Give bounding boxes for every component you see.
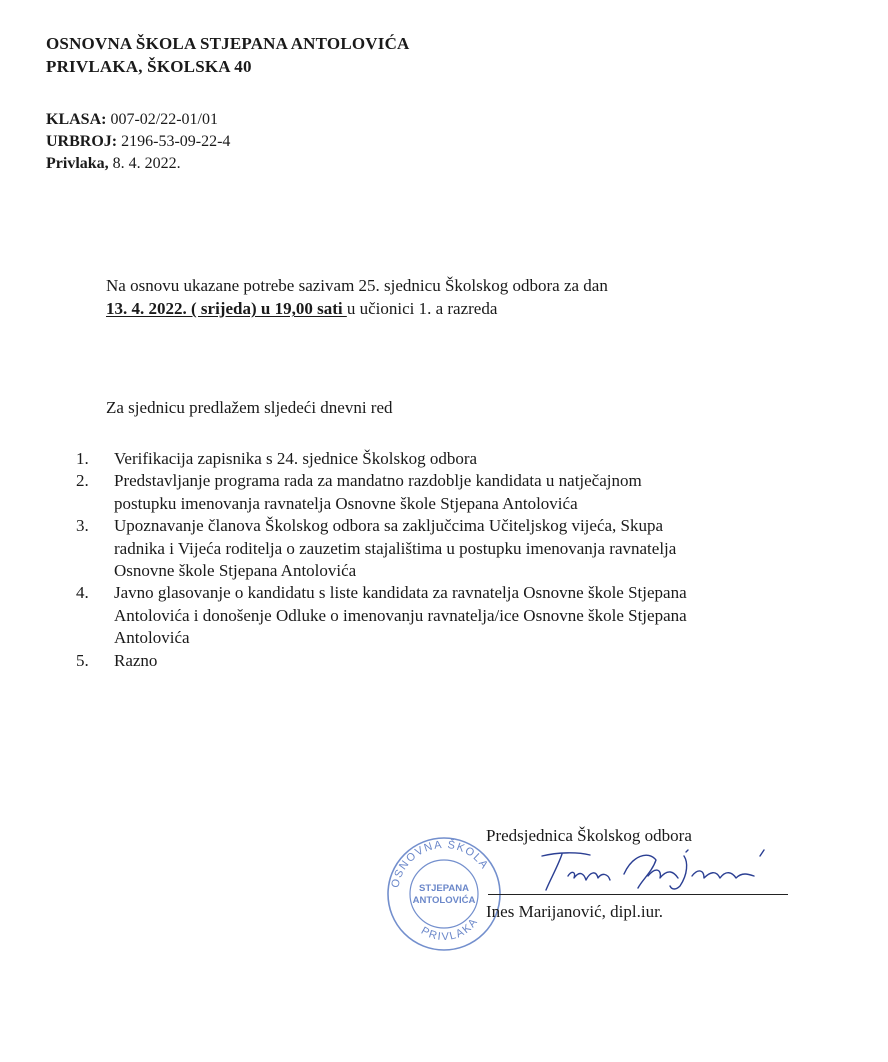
date-row: [46, 155, 181, 173]
meeting-datetime-row: [106, 299, 497, 319]
agenda-item-text: Upoznavanje članova Školskog odbora sa zaključcima Učiteljskog vijeća, Skupa: [114, 516, 664, 536]
agenda-item-text: Antolovića i donošenje Odluke o imenovanju ravnatelja/ice Osnovne škole Stjepana: [114, 605, 687, 625]
signature-line: [488, 894, 788, 895]
date-value: 8. 4. 2022.: [112, 155, 181, 172]
svg-text:PRIVLAKA: PRIVLAKA: [418, 915, 481, 944]
signatory-name: Ines Marijanović, dipl.iur.: [486, 902, 664, 921]
agenda-item-text: postupku imenovanja ravnatelja Osnovne škole Stjepana Antolovića: [114, 493, 578, 513]
official-stamp: [384, 834, 504, 954]
agenda-list: [76, 448, 836, 672]
agenda-item: [76, 650, 836, 672]
agenda-item-number: 3.: [76, 516, 89, 536]
agenda-item: [76, 582, 836, 649]
urbroj-value: 2196-53-09-22-4: [121, 133, 231, 150]
agenda-item-number: 1.: [76, 449, 89, 468]
svg-text:OSNOVNA ŠKOLA: OSNOVNA ŠKOLA: [389, 838, 491, 889]
school-address: PRIVLAKA, ŠKOLSKA 40: [46, 57, 252, 76]
agenda-item-text: radnika i Vijeća roditelja o zauzetim stajalištima u postupku imenovanja ravnatelja: [114, 538, 677, 558]
agenda-item-text: Razno: [114, 650, 158, 670]
agenda-item-number: 4.: [76, 583, 89, 603]
agenda-item-number: 5.: [76, 650, 89, 670]
place-label: Privlaka,: [46, 155, 109, 172]
agenda-item: [76, 448, 836, 470]
klasa-value: 007-02/22-01/01: [110, 111, 218, 128]
agenda-item-text: Verifikacija zapisnika s 24. sjednice Školskog odbora: [114, 449, 478, 468]
agenda-item-text: Osnovne škole Stjepana Antolovića: [114, 561, 357, 581]
agenda-item-text: Antolovića: [114, 628, 190, 648]
signature-title: Predsjednica Školskog odbora: [486, 826, 692, 845]
meeting-date-time: 13. 4. 2022. ( srijeda) u 19,00 sati: [106, 299, 347, 318]
urbroj-row: [46, 133, 230, 151]
meeting-location: u učionici 1. a razreda: [346, 299, 498, 318]
svg-text:STJEPANA: STJEPANA: [419, 883, 469, 894]
handwritten-signature: [528, 846, 778, 896]
agenda-item-text: Predstavljanje programa rada za mandatno razdoblje kandidata u natječajnom: [114, 471, 642, 491]
klasa-row: [46, 111, 218, 129]
agenda-item-text: Javno glasovanje o kandidatu s liste kandidata za ravnatelja Osnovne škole Stjepana: [114, 583, 687, 603]
klasa-label: KLASA:: [46, 111, 107, 128]
urbroj-label: URBROJ:: [46, 133, 118, 150]
agenda-item: [76, 470, 836, 515]
agenda-item: [76, 515, 836, 582]
intro-line: Na osnovu ukazane potrebe sazivam 25. sjednicu Školskog odbora za dan: [106, 276, 608, 295]
agenda-item-number: 2.: [76, 471, 89, 491]
agenda-heading: Za sjednicu predlažem sljedeći dnevni red: [106, 398, 393, 417]
svg-text:ANTOLOVIĆA: ANTOLOVIĆA: [412, 895, 476, 906]
school-name: OSNOVNA ŠKOLA STJEPANA ANTOLOVIĆA: [46, 34, 410, 53]
